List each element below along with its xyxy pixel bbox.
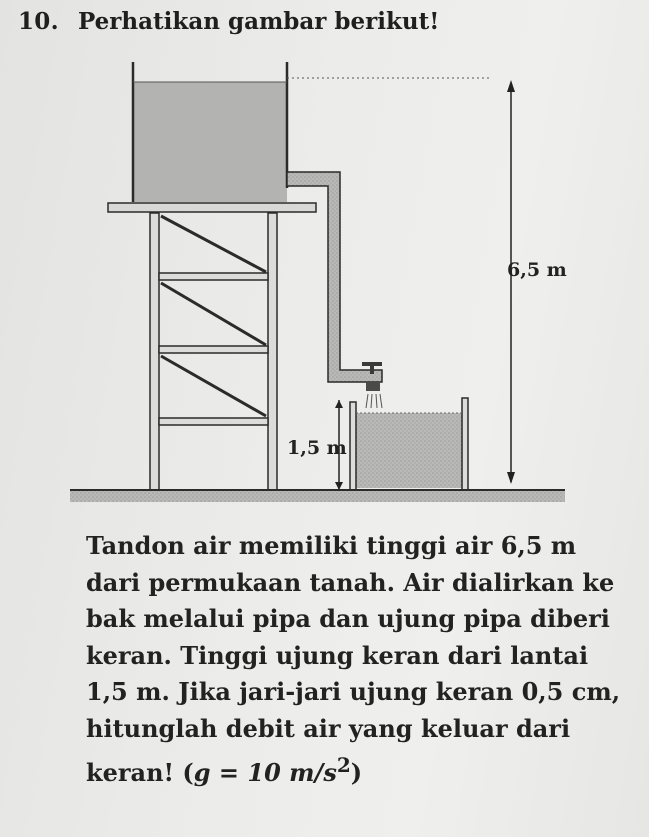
question-number: 10. (18, 8, 59, 35)
water-height-dimension (507, 80, 515, 484)
question-prompt: Perhatikan gambar berikut! (78, 8, 440, 35)
gravity-formula: g = 10 m/s (193, 758, 337, 787)
problem-line: bak melalui pipa dan ujung pipa diberi (86, 604, 610, 633)
ground (70, 490, 565, 502)
problem-line: dari permukaan tanah. Air dialirkan ke (86, 567, 615, 597)
problem-last-line (86, 747, 606, 792)
problem-line: hitunglah debit air yang keluar dari (86, 713, 571, 743)
tower-frame (150, 213, 277, 495)
problem-line: Tandon air memiliki tinggi air 6,5 m (86, 531, 577, 560)
problem-line: keran. Tinggi ujung keran dari lantai (86, 640, 589, 670)
water-basin (350, 398, 468, 490)
gravity-exponent: 2 (336, 753, 351, 777)
last-line-prefix: keran! ( (86, 758, 194, 787)
last-line-suffix: ) (350, 758, 363, 787)
water-spray (366, 394, 382, 408)
problem-line: 1,5 m. Jika jari-jari ujung keran 0,5 cm, (86, 677, 621, 706)
tower-platform (108, 203, 316, 212)
tap-height-label: 1,5 m (287, 437, 347, 459)
water-height-label: 6,5 m (507, 259, 567, 281)
problem-statement (86, 528, 621, 792)
